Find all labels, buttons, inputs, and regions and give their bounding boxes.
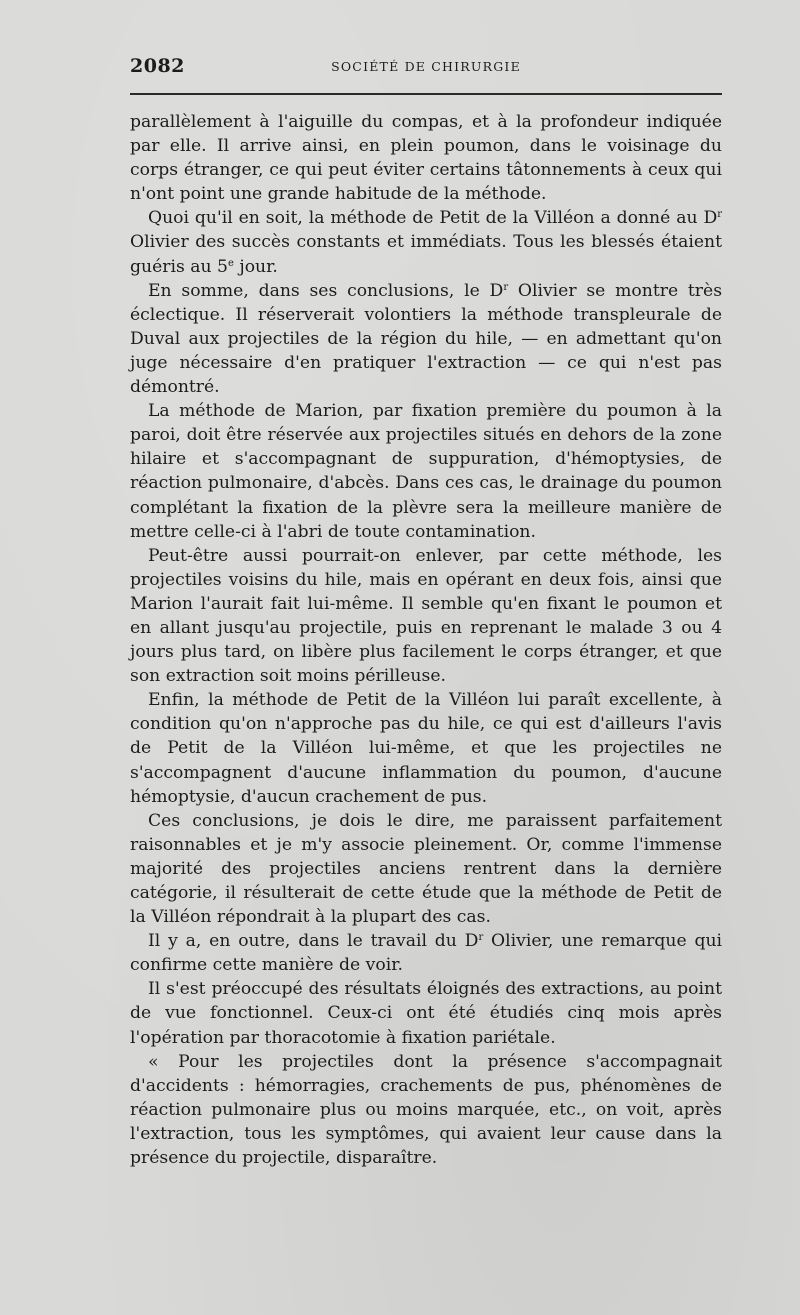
running-title: SOCIÉTÉ DE CHIRURGIE	[331, 59, 521, 74]
paragraph-2-text-b: Olivier des succès constants et immédiats. Tous les blessés étaient guéris au 5	[130, 232, 722, 277]
page-header	[130, 55, 722, 83]
day-superscript: e	[227, 257, 234, 269]
dr-abbrev-1: D	[703, 208, 718, 229]
paragraph-4: La méthode de Marion, par fixation première du poumon à la paroi, doit être réservée aux projectiles situés en dehors de la zone hilaire et s'accompagnant de suppuration, d'hémoptysies, de réaction pulmonaire, d'abcès. Dans ces cas, le drainage du poumon complétant la fixation de la plèvre sera la meilleure manière de mettre celle-ci à l'abri de toute contamination.	[130, 401, 722, 542]
dr-superscript-3: r	[478, 932, 484, 944]
paragraph-2-text: Quoi qu'il en soit, la méthode de Petit de la Villéon a donné au	[148, 208, 698, 229]
paragraph-10: « Pour les projectiles dont la présence s'accompagnait d'accidents : hémorragies, crachements de pus, phénomènes de réaction pulmonaire plus ou moins marquée, etc., on voit, après l'extraction, tous les symptômes, qui avaient leur cause dans la présence du projectile, disparaître.	[130, 1051, 722, 1169]
dr-superscript-2: r	[503, 281, 509, 293]
paragraph-6: Enfin, la méthode de Petit de la Villéon lui paraît excellente, à condition qu'on n'approche pas du hile, ce qui est d'ailleurs l'avis de Petit de la Villéon lui-même, et que les projectiles ne s'accompagnent d'aucune inflammation du poumon, d'aucune hémoptysie, d'aucun crachement de pus.	[130, 690, 722, 807]
paragraph-8-text-b: Olivier, une remarque qui confirme cette manière de voir.	[130, 931, 723, 976]
dr-superscript-1: r	[717, 209, 722, 221]
page-number: 2082	[130, 55, 185, 77]
paragraph-8-text: Il y a, en outre, dans le travail du D	[148, 931, 479, 952]
paragraph-2-text-c: jour.	[239, 256, 278, 277]
paragraph-5: Peut-être aussi pourrait-on enlever, par cette méthode, les projectiles voisins du hile, mais en opérant en deux fois, ainsi que Marion l'aurait fait lui-même. Il semble qu'en fixant le poumon et en allant jusqu'au projectile, puis en reprenant le malade 3 ou 4 jours plus tard, on libère plus facilement le corps étranger, et que son extraction soit moins périlleuse.	[130, 545, 722, 687]
paragraph-8	[130, 929, 722, 977]
paragraph-9: Il s'est préoccupé des résultats éloignés des extractions, au point de vue fonctionnel. Ceux-ci ont été étudiés cinq mois après l'opération par thoracotomie à fixation pariétale.	[130, 979, 722, 1048]
paragraph-1: parallèlement à l'aiguille du compas, et à la profondeur indiquée par elle. Il arrive ainsi, en plein poumon, dans le voisinage du corps étranger, ce qui peut éviter certains tâtonnements à ceux qui n'ont point une grande habitude de la méthode.	[130, 112, 722, 205]
header-rule	[130, 93, 722, 95]
body-text	[130, 110, 722, 1170]
paragraph-2	[130, 206, 722, 278]
paragraph-3	[130, 279, 722, 399]
paragraph-3-text: En somme, dans ses conclusions, le D	[148, 280, 504, 301]
paragraph-7: Ces conclusions, je dois le dire, me paraissent parfaitement raisonnables et je m'y associe pleinement. Or, comme l'immense majorité des projectiles anciens rentrent dans la dernière catégorie, il résulterait de cette étude que la méthode de Petit de la Villéon répondrait à la plupart des cas.	[130, 810, 722, 928]
paragraph-3-text-b: Olivier se montre très éclectique. Il réserverait volontiers la méthode transpleurale de Duval aux projectiles de la région du hile, — en admettant qu'on juge nécessaire d'en pratiquer l'extraction — ce qui n'est pas démontré.	[130, 280, 723, 398]
